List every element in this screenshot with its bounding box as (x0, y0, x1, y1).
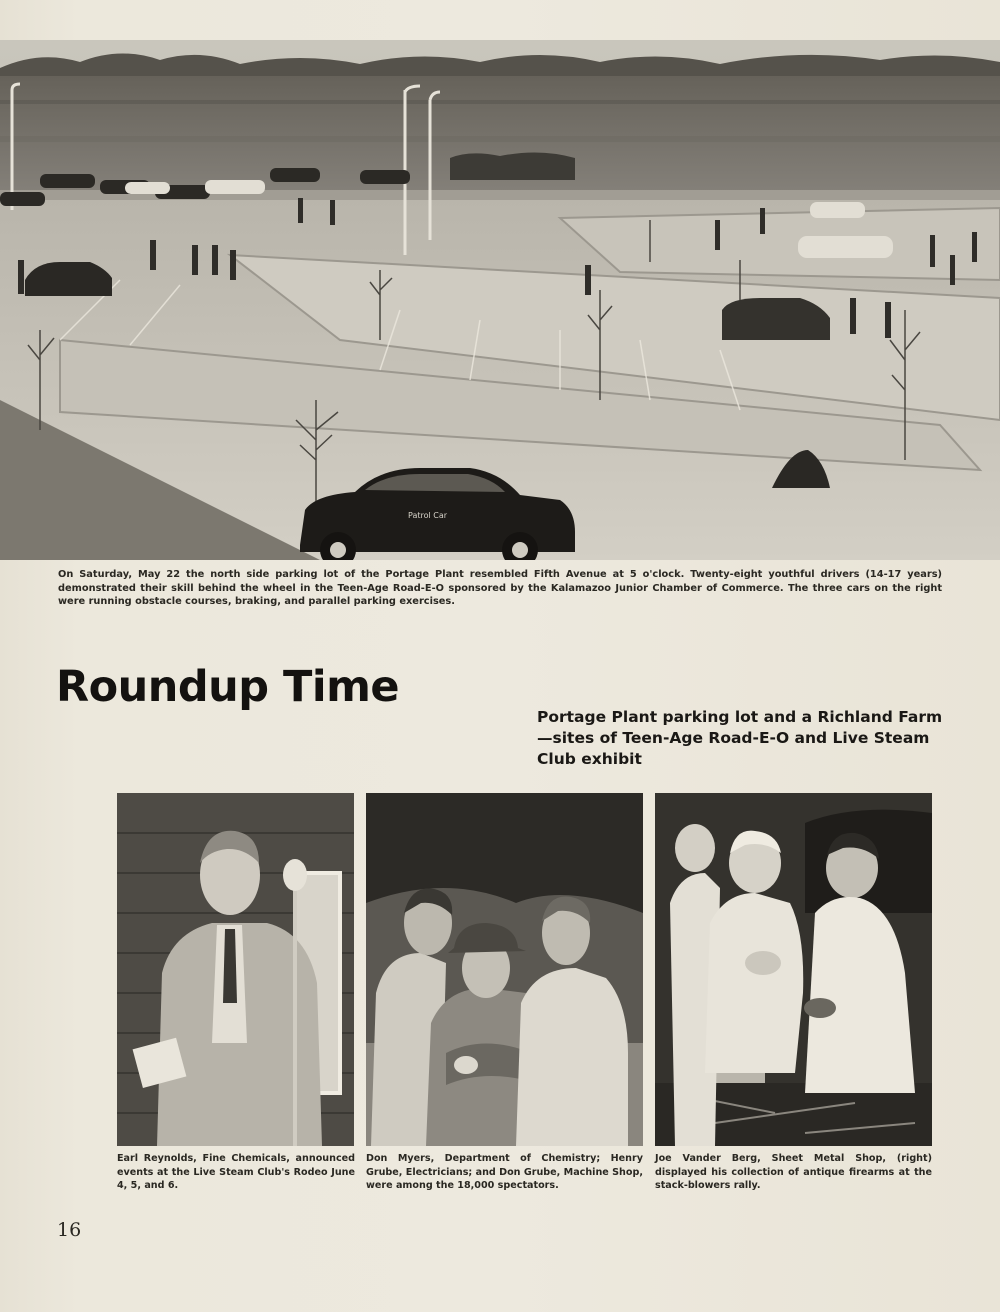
car-door-text: Patrol Car (408, 511, 448, 520)
headline: Roundup Time (56, 662, 400, 712)
speaker-scene (117, 793, 354, 1146)
spectators-photo (366, 793, 643, 1146)
subhead: Portage Plant parking lot and a Richland Farm—sites of Teen-Age Road-E-O and Live Steam Club exhibit (537, 708, 943, 768)
parking-lot-scene (0, 40, 1000, 560)
page-number: 16 (57, 1219, 82, 1241)
firearms-scene (655, 793, 932, 1146)
earl-reynolds-photo (117, 793, 354, 1146)
photo-caption-1: Earl Reynolds, Fine Chemicals, announced events at the Live Steam Club's Rodeo June 4, 5, and 6. (117, 1153, 355, 1192)
top-photo-caption: On Saturday, May 22 the north side parking lot of the Portage Plant resembled Fifth Avenue at 5 o'clock. Twenty-eight youthful drivers (14-17 years) demonstrated their skill behind the wheel in the Teen-Age Road-E-O sponsored by the Kalamazoo Junior Chamber of Commerce. The three cars on the right were running obstacle courses, braking, and parallel parking exercises. (58, 569, 942, 608)
photo-caption-2: Don Myers, Department of Chemistry; Henry Grube, Electricians; and Don Grube, Machine Shop, were among the 18,000 spectators. (366, 1153, 643, 1192)
spectators-scene (366, 793, 643, 1146)
parking-lot-photo (0, 40, 1000, 560)
antique-firearms-photo (655, 793, 932, 1146)
photo-caption-3: Joe Vander Berg, Sheet Metal Shop, (right) displayed his collection of antique firearms at the stack-blowers rally. (655, 1153, 932, 1192)
